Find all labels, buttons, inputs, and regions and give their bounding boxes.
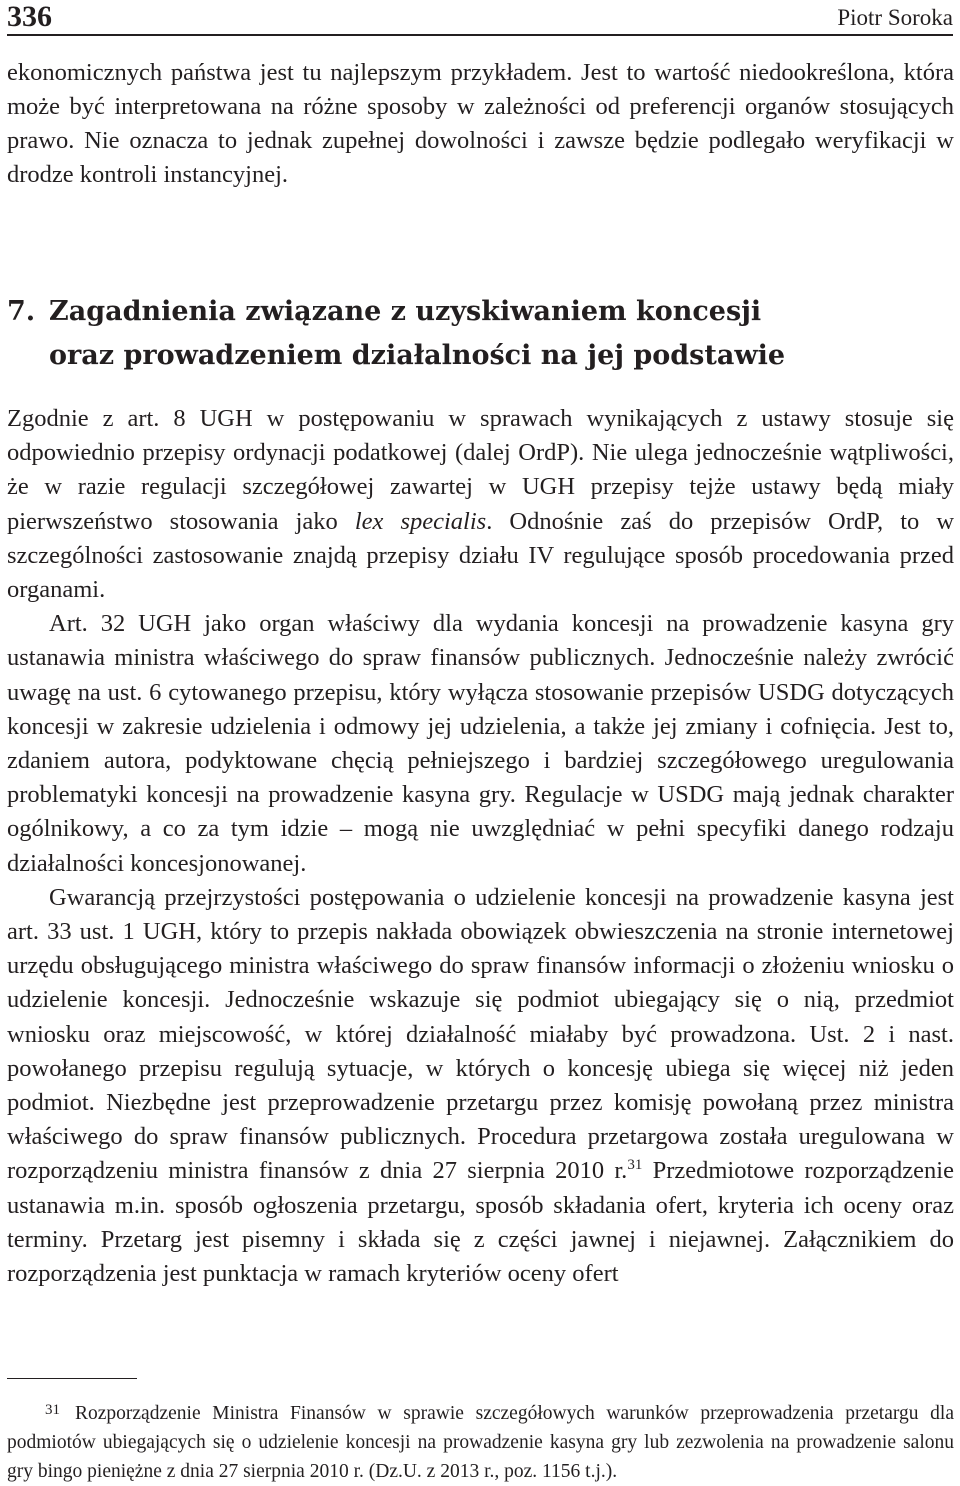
header-rule — [7, 34, 953, 36]
section-body — [7, 402, 954, 1291]
paragraph-1-text-b: . Odnośnie zaś do przepisów OrdP, to w szczególności zastosowanie znajdą przepisy działu IV regulujące sposób procedowania przed organami. — [7, 507, 955, 604]
paragraph-1-italic-term: lex specialis — [354, 507, 487, 535]
section-title-line1: Zagadnienia związane z uzyskiwaniem koncesji — [49, 296, 762, 327]
paragraph-3-text-b: Przedmiotowe rozporządzenie ustanawia m.in. sposób ogłoszenia przetargu, sposób składania ofert, kryteria ich oceny oraz terminy. Przetarg jest pisemny i składa się z części jawnej i niejawnej. Załącznikiem do rozporządzenia jest punktacja w ramach kryteriów oceny ofert — [7, 1157, 954, 1288]
page-header — [7, 0, 953, 34]
running-head-author: Piotr Soroka — [837, 5, 953, 30]
page-number: 336 — [7, 0, 52, 33]
paragraph-2: Art. 32 UGH jako organ właściwy dla wydania koncesji na prowadzenie kasyna gry ustanawia ministra właściwego do spraw finansów publicznych. Jednocześnie należy zwrócić uwagę na ust. 6 cytowanego przepisu, który wyłącza stosowanie przepisów USDG dotyczących koncesji w zakresie udzielenia i odmowy jej udzielenia, a także jej zmiany i cofnięcia. Jest to, zdaniem autora, podyktowane chęcią pełniejszego i bardziej szczegółowego uregulowania problematyki koncesji na prowadzenie kasyna gry. Regulacje w USDG mają jednak charakter ogólnikowy, a co za tym idzie – mogą nie uwzględniać w pełni specyfiki danego rodzaju działalności koncesjonowanej. — [7, 610, 954, 877]
intro-paragraph-block — [7, 56, 954, 192]
section-title-line2: oraz prowadzeniem działalności na jej podstawie — [49, 340, 786, 371]
paragraph-1 — [7, 402, 954, 607]
footnote-separator — [7, 1378, 137, 1379]
footnote-reference[interactable]: 31 — [627, 1157, 643, 1174]
paragraph-1-text-a: Zgodnie z art. 8 UGH w postępowaniu w sprawach wynikających z ustawy stosuje się odpowiednio przepisy ordynacji podatkowej (dalej OrdP). Nie ulega jednocześnie wątpliwości, że w razie regulacji szczegółowej zawartej w UGH przepisy tejże ustawy będą miały pierwszeństwo stosowania jako — [7, 405, 954, 535]
intro-paragraph: ekonomicznych państwa jest tu najlepszym przykładem. Jest to wartość niedookreślona, która może być interpretowana na różne sposoby w zależności od preferencji organów stosujących prawo. Nie oznacza to jednak zupełnej dowolności i zawsze będzie podlegało weryfikacji w drodze kontroli instancyjnej. — [7, 59, 954, 188]
section-heading — [7, 290, 954, 378]
footnote-text: Rozporządzenie Ministra Finansów w sprawie szczegółowych warunków przeprowadzenia przetargu dla podmiotów ubiegających się o udzielenie koncesji na prowadzenie kasyna gry lub zezwolenia na prowadzenie salonu gry bingo pieniężne z dnia 27 sierpnia 2010 r. (Dz.U. z 2013 r., poz. 1156 t.j.). — [7, 1403, 954, 1482]
paragraph-3-text-a: Gwarancją przejrzystości postępowania o udzielenie koncesji na prowadzenie kasyna jest art. 33 ust. 1 UGH, który to przepis nakłada obowiązek obwieszczenia na stronie internetowej urzędu obsługującego ministra właściwego do spraw finansów informacji o złożeniu wniosku o udzielenie koncesji. Jednocześnie wskazuje się podmiot ubiegający się o nią, przedmiot wniosku oraz miejscowość, w której działalność miałaby być prowadzona. Ust. 2 i nast. powołanego przepisu regulują sytuacje, w których o koncesję ubiega się więcej niż jeden podmiot. Niezbędne jest przeprowadzenie przetargu przez komisję powołaną przez ministra właściwego do spraw finansów publicznych. Procedura przetargowa została uregulowana w rozporządzeniu ministra finansów z dnia 27 sierpnia 2010 r. — [7, 883, 954, 1185]
footnote — [7, 1396, 954, 1486]
section-number: 7. — [7, 296, 36, 327]
paragraph-3 — [7, 881, 954, 1291]
footnote-number: 31 — [45, 1402, 60, 1418]
